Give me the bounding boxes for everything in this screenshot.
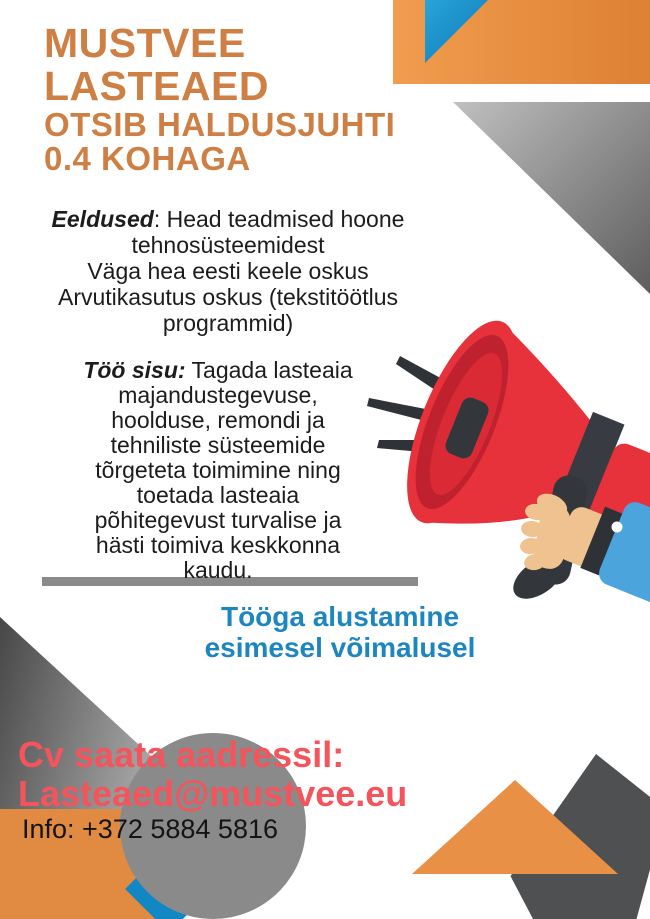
job-line8: hästi toimiva keskkonna: [95, 532, 341, 558]
job-line6: toetada lasteaia: [136, 482, 300, 508]
requirements-line1: [8, 206, 448, 232]
requirements-block: [8, 206, 448, 336]
requirements-line2: tehnosüsteemidest: [131, 232, 325, 258]
job-line2: majandustegevuse,: [118, 382, 318, 408]
organization-title: [44, 22, 464, 108]
job-description-block: [28, 358, 408, 583]
megaphone-bell: [384, 307, 650, 540]
job-after-label: Tagada lasteaia: [185, 357, 353, 383]
start-note-line1: Tööga alustamine: [220, 601, 460, 632]
start-date-note: [120, 601, 560, 663]
cv-note-line1: Cv saata aadressil:: [18, 734, 345, 775]
headline-line2: 0.4 KOHAGA: [44, 140, 251, 177]
job-line4: tehniliste süsteemide: [110, 432, 326, 458]
job-line9: kaudu.: [183, 557, 253, 583]
cv-email: Lasteaed@mustvee.eu: [18, 773, 408, 814]
org-title-line2: LASTEAED: [44, 63, 269, 109]
headline: [44, 108, 484, 176]
requirements-line4: Arvutikasutus oskus (tekstitöötlus: [57, 284, 399, 310]
headline-line1: OTSIB HALDUSJUHTI: [44, 106, 396, 143]
phone-info: Info: +372 5884 5816: [22, 814, 278, 844]
org-title-line1: MUSTVEE: [44, 20, 246, 66]
requirements-line5: programmid): [162, 310, 294, 336]
requirements-label: Eeldused: [51, 206, 154, 232]
job-line1: [28, 358, 408, 383]
requirements-after-label: : Head teadmised hoone: [153, 206, 405, 232]
start-note-line2: esimesel võimalusel: [204, 632, 476, 663]
job-line5: tõrgeteta toimimine ning: [95, 457, 341, 483]
job-label: Töö sisu:: [83, 357, 186, 383]
requirements-line3: Väga hea eesti keele oskus: [87, 258, 369, 284]
job-line3: hoolduse, remondi ja: [111, 407, 325, 433]
job-line7: põhitegevust turvalise ja: [94, 507, 342, 533]
cv-address-note: [18, 735, 578, 813]
